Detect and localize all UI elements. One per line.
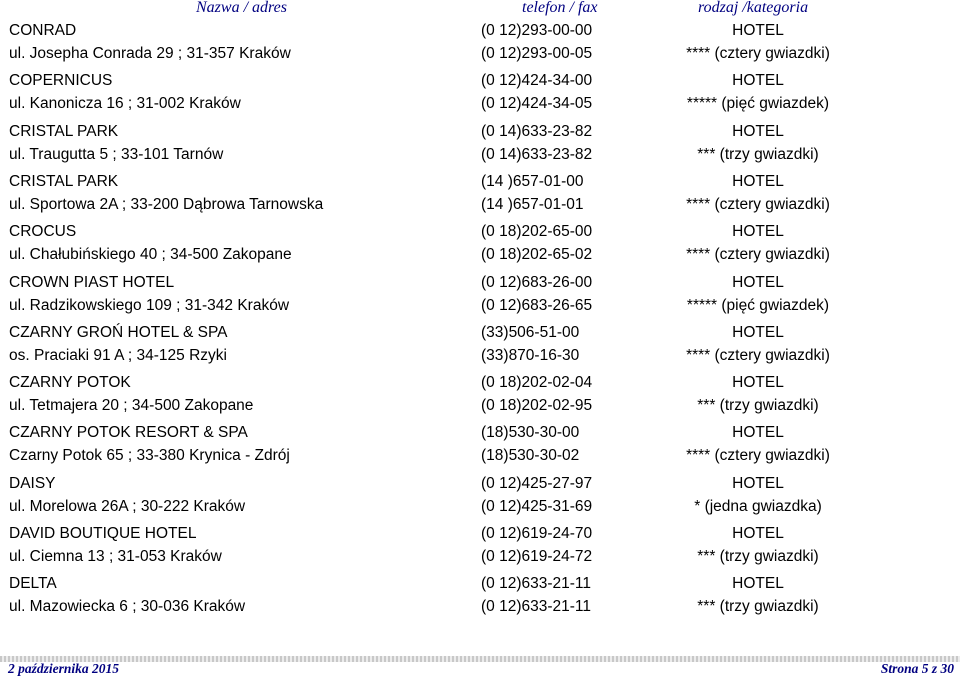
hotel-fax: (0 14)633-23-82 bbox=[481, 145, 593, 163]
hotel-name: CRISTAL PARK bbox=[9, 122, 119, 140]
hotel-type: HOTEL bbox=[732, 575, 784, 593]
hotel-address: ul. Morelowa 26A ; 30-222 Kraków bbox=[9, 497, 246, 515]
hotel-name: CRISTAL PARK bbox=[9, 172, 119, 190]
hotel-entry bbox=[0, 123, 960, 169]
hotel-phone: (0 12)293-00-00 bbox=[481, 22, 593, 39]
hotel-category: **** (cztery gwiazdki) bbox=[686, 447, 830, 465]
hotel-address: ul. Ciemna 13 ; 31-053 Kraków bbox=[9, 548, 222, 565]
hotel-phone: (18)530-30-00 bbox=[481, 424, 580, 442]
column-header-category: rodzaj /kategoria bbox=[698, 0, 809, 16]
hotel-name: DAVID BOUTIQUE HOTEL bbox=[9, 525, 197, 542]
hotel-name: DELTA bbox=[9, 575, 57, 593]
hotel-category: *** (trzy gwiazdki) bbox=[697, 598, 819, 616]
column-header-name: Nazwa / adres bbox=[196, 0, 287, 16]
hotel-address: ul. Radzikowskiego 109 ; 31-342 Kraków bbox=[9, 296, 290, 314]
hotel-address: ul. Traugutta 5 ; 33-101 Tarnów bbox=[9, 145, 224, 163]
hotel-phone: (33)506-51-00 bbox=[481, 323, 580, 341]
hotel-phone: (0 12)633-21-11 bbox=[481, 575, 592, 593]
hotel-phone: (0 12)619-24-70 bbox=[481, 525, 593, 542]
hotel-fax: (18)530-30-02 bbox=[481, 447, 580, 465]
hotel-type: HOTEL bbox=[732, 323, 784, 341]
hotel-entry bbox=[0, 324, 960, 370]
hotel-address: ul. Chałubińskiego 40 ; 34-500 Zakopane bbox=[9, 246, 292, 264]
hotel-type: HOTEL bbox=[732, 424, 784, 442]
hotel-entry bbox=[0, 374, 960, 420]
hotel-phone: (0 12)683-26-00 bbox=[481, 273, 593, 291]
hotel-phone: (14 )657-01-00 bbox=[481, 172, 584, 190]
hotel-name: CZARNY GROŃ HOTEL & SPA bbox=[9, 323, 228, 341]
hotel-type: HOTEL bbox=[732, 122, 784, 140]
hotel-fax: (0 12)633-21-11 bbox=[481, 598, 592, 616]
hotel-category: **** (cztery gwiazdki) bbox=[686, 346, 830, 364]
hotel-fax: (0 18)202-02-95 bbox=[481, 397, 593, 415]
hotel-category: **** (cztery gwiazdki) bbox=[686, 195, 830, 213]
hotel-address: ul. Kanonicza 16 ; 31-002 Kraków bbox=[9, 95, 241, 113]
hotel-phone: (0 18)202-02-04 bbox=[481, 374, 593, 392]
footer-date: 2 października 2015 bbox=[8, 661, 120, 676]
hotel-entry bbox=[0, 424, 960, 470]
hotel-entry bbox=[0, 525, 960, 571]
footer-page-number: Strona 5 z 30 bbox=[880, 661, 954, 676]
hotel-fax: (0 12)683-26-65 bbox=[481, 296, 593, 314]
footer-divider bbox=[0, 656, 960, 662]
hotel-fax: (14 )657-01-01 bbox=[481, 195, 584, 213]
hotel-phone: (0 18)202-65-00 bbox=[481, 223, 593, 241]
hotel-name: COPERNICUS bbox=[9, 72, 113, 90]
hotel-type: HOTEL bbox=[732, 474, 784, 492]
hotel-name: CROWN PIAST HOTEL bbox=[9, 273, 175, 291]
hotel-phone: (0 14)633-23-82 bbox=[481, 122, 593, 140]
hotel-entry bbox=[0, 575, 960, 621]
hotel-address: os. Praciaki 91 A ; 34-125 Rzyki bbox=[9, 346, 227, 364]
column-header-phone: telefon / fax bbox=[522, 0, 598, 16]
hotel-type: HOTEL bbox=[732, 223, 784, 241]
hotel-entry bbox=[0, 475, 960, 521]
hotel-address: Czarny Potok 65 ; 33-380 Krynica - Zdrój bbox=[9, 447, 290, 465]
hotel-fax: (0 12)425-31-69 bbox=[481, 497, 593, 515]
hotel-fax: (0 12)619-24-72 bbox=[481, 548, 593, 565]
hotel-entry bbox=[0, 274, 960, 320]
hotel-name: DAISY bbox=[9, 474, 56, 492]
hotel-type: HOTEL bbox=[732, 72, 784, 90]
hotel-fax: (33)870-16-30 bbox=[481, 346, 580, 364]
hotel-category: *** (trzy gwiazdki) bbox=[697, 548, 819, 565]
hotel-phone: (0 12)425-27-97 bbox=[481, 474, 593, 492]
hotel-entry bbox=[0, 22, 960, 68]
hotel-address: ul. Sportowa 2A ; 33-200 Dąbrowa Tarnowska bbox=[9, 195, 324, 213]
hotel-category: * (jedna gwiazdka) bbox=[694, 497, 822, 515]
hotel-address: ul. Mazowiecka 6 ; 30-036 Kraków bbox=[9, 598, 246, 616]
hotel-address: ul. Tetmajera 20 ; 34-500 Zakopane bbox=[9, 397, 254, 415]
hotel-category: *** (trzy gwiazdki) bbox=[697, 397, 819, 415]
hotel-entry bbox=[0, 173, 960, 219]
hotel-entry bbox=[0, 72, 960, 118]
hotel-name: CZARNY POTOK bbox=[9, 374, 131, 392]
hotel-category: ***** (pięć gwiazdek) bbox=[686, 296, 830, 314]
hotel-type: HOTEL bbox=[732, 525, 784, 542]
hotel-category: **** (cztery gwiazdki) bbox=[686, 246, 830, 264]
hotel-name: CZARNY POTOK RESORT & SPA bbox=[9, 424, 248, 442]
hotel-type: HOTEL bbox=[732, 172, 784, 190]
hotel-category: **** (cztery gwiazdki) bbox=[686, 45, 830, 62]
hotel-fax: (0 12)424-34-05 bbox=[481, 95, 593, 113]
hotel-fax: (0 18)202-65-02 bbox=[481, 246, 593, 264]
hotel-type: HOTEL bbox=[732, 22, 784, 39]
hotel-phone: (0 12)424-34-00 bbox=[481, 72, 593, 90]
hotel-type: HOTEL bbox=[732, 273, 784, 291]
hotel-fax: (0 12)293-00-05 bbox=[481, 45, 593, 62]
hotel-category: ***** (pięć gwiazdek) bbox=[686, 95, 830, 113]
hotel-address: ul. Josepha Conrada 29 ; 31-357 Kraków bbox=[9, 45, 291, 62]
hotel-type: HOTEL bbox=[732, 374, 784, 392]
hotel-name: CROCUS bbox=[9, 223, 77, 241]
hotel-entry bbox=[0, 223, 960, 269]
hotel-category: *** (trzy gwiazdki) bbox=[697, 145, 819, 163]
hotel-name: CONRAD bbox=[9, 22, 77, 39]
